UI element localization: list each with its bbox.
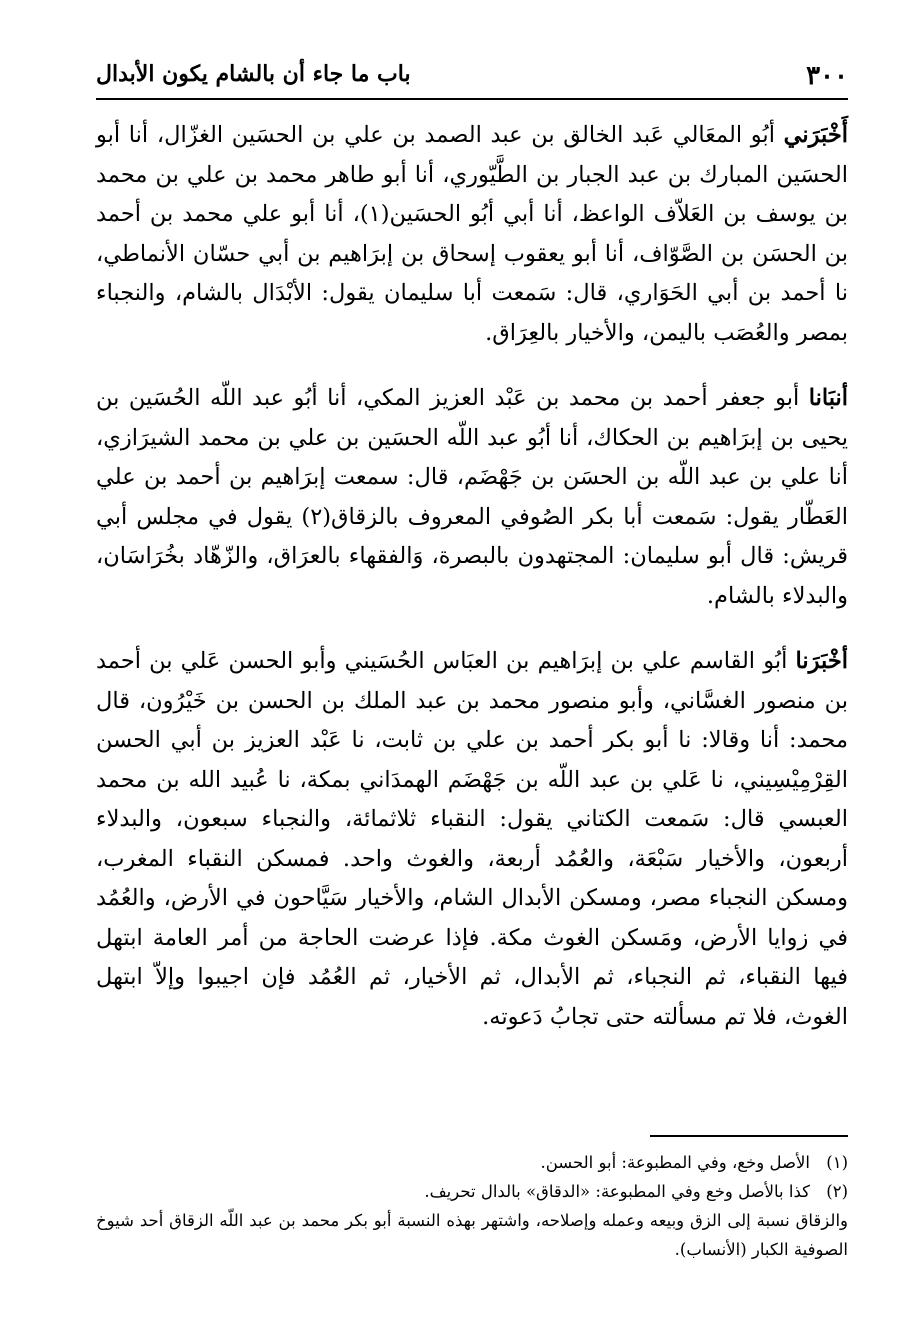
paragraph-3	[96, 642, 848, 1037]
footnotes	[96, 1148, 848, 1264]
page-header	[96, 55, 848, 99]
footnote-rule	[650, 1135, 848, 1137]
main-text	[96, 116, 848, 1063]
running-title: باب ما جاء أن بالشام يكون الأبدال	[96, 61, 411, 87]
paragraph-1-text: أبُو المعَالي عَبد الخالق بن عبد الصمد بن علي بن الحسَين الغزّال، أنا أبو الحسَين المبارك بن عبد الجبار بن الطَّيّوري، أنا أبو طاهر محمد بن علي بن محمد بن يوسف بن العَلاّف الواعظ، أنا أبي أبُو الحسَين(١)، أنا أبو علي محمد بن أحمد بن الحسَن بن الصَّوّاف، أنا أبو يعقوب إسحاق بن إبرَاهيم بن أبي حسّان الأنماطي، نا أحمد بن أبي الحَوَاري، قال: سَمعت أبا سليمان يقول: الأبْدَال بالشام، والنجباء بمصر والعُصَب باليمن، والأخيار بالعِرَاق.	[96, 122, 848, 346]
header-rule	[96, 98, 848, 100]
paragraph-2-text: أبو جعفر أحمد بن محمد بن عَبْد العزيز المكي، أنا أبُو عبد اللّه الحُسَين بن يحيى بن إبرَاهيم بن الحكاك، أنا أبُو عبد اللّه الحسَين بن علي بن محمد الشيرَازي، أنا علي بن عبد اللّه بن الحسَن بن جَهْضَم، قال: سمعت إبرَاهيم بن أحمد بن علي العَطّار يقول: سَمعت أبا بكر الصُوفي المعروف بالزقاق(٢) يقول في مجلس أبي قريش: قال أبو سليمان: المجتهدون بالبصرة، وَالفقهاء بالعرَاق، والزّهّاد بخُرَاسَان، والبدلاء بالشام.	[96, 385, 848, 609]
footnote-2-mark: (٢)	[826, 1182, 848, 1201]
paragraph-3-text: أبُو القاسم علي بن إبرَاهيم بن العبَاس الحُسَيني وأبو الحسن عَلي بن أحمد بن منصور الغسَّاني، وأبو منصور محمد بن عبد الملك بن الحسن بن خَيْرُون، قال محمد: أنا وقالا: نا أبو بكر أحمد بن علي بن ثابت، نا عَبْد العزيز بن أبي الحسن القِرْمِيْسِيني، نا عَلي بن عبد اللّه بن جَهْضَم الهمدَاني بمكة، نا عُبيد الله بن محمد العبسي قال: سَمعت الكتاني يقول: النقباء ثلاثمائة، والنجباء سبعون، والبدلاء أربعون، والأخيار سَبْعَة، والعُمُد أربعة، والغوث واحد. فمسكن النقباء المغرب، ومسكن النجباء مصر، ومسكن الأبدال الشام، والأخيار سَيَّاحون في الأرض، والعُمُد في زوايا الأرض، ومَسكن الغوث مكة. فإذا عرضت الحاجة من أمر العامة ابتهل فيها النقباء، ثم النجباء، ثم الأبدال، ثم الأخيار، ثم العُمُد فإن اجيبوا وإلاّ ابتهل الغوث، فلا تم مسألته حتى تجابُ دَعوته.	[96, 648, 848, 1030]
footnote-1	[96, 1148, 848, 1177]
paragraph-2	[96, 379, 848, 616]
footnote-2-text: كذا بالأصل وخع وفي المطبوعة: «الدقاق» بالدال تحريف.	[424, 1182, 810, 1201]
paragraph-1	[96, 116, 848, 353]
footnote-2	[96, 1177, 848, 1206]
paragraph-3-lead: أخْبَرَنا	[795, 648, 848, 674]
footnote-1-mark: (١)	[826, 1153, 848, 1172]
page-number: ٣٠٠	[806, 61, 848, 91]
footnote-1-text: الأصل وخع، وفي المطبوعة: أبو الحسن.	[540, 1153, 810, 1172]
paragraph-2-lead: أنبَانا	[808, 385, 848, 411]
paragraph-1-lead: أَخْبَرَني	[783, 122, 848, 148]
footnote-continuation: والزقاق نسبة إلى الزق وبيعه وعمله وإصلاحه، واشتهر بهذه النسبة أبو بكر محمد بن عبد اللّه الزقاق أحد شيوخ الصوفية الكبار (الأنساب).	[96, 1211, 848, 1259]
